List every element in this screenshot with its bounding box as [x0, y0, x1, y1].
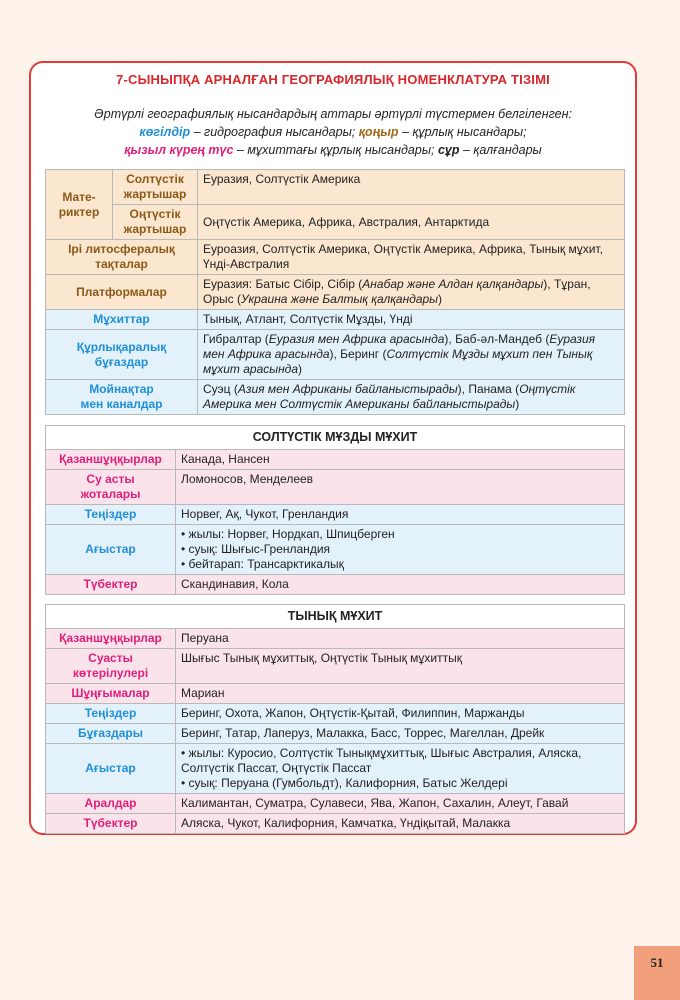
row-value: Ломоносов, Менделеев: [176, 470, 625, 505]
row-label: Оңтүстік жартышар: [113, 205, 198, 240]
row-label: Платформалар: [46, 275, 198, 310]
row-label: Құрлықаралық бұғаздар: [46, 330, 198, 380]
row-value: Аляска, Чукот, Калифорния, Камчатка, Үндіқытай, Малакка: [176, 814, 625, 834]
row-value: [198, 380, 625, 415]
legend-line3: [31, 141, 635, 159]
table-row: [46, 744, 625, 794]
color-legend: [31, 105, 635, 159]
text-part: ): [298, 362, 302, 376]
legend-pink-text: – мұхиттағы құрлық нысандары;: [233, 143, 438, 157]
legend-pink-word: қызыл күрең түс: [124, 143, 234, 157]
row-label: Мойнақтар мен каналдар: [46, 380, 198, 415]
table-row: [46, 704, 625, 724]
table-row: [46, 450, 625, 470]
list-item: • жылы: Норвег, Нордкап, Шпицберген: [181, 527, 619, 542]
table-row: [46, 205, 625, 240]
row-label: Солтүстік жартышар: [113, 170, 198, 205]
table-row: [46, 505, 625, 525]
row-value: [176, 744, 625, 794]
row-value: Скандинавия, Кола: [176, 575, 625, 595]
table-row: [46, 310, 625, 330]
arctic-heading: СОЛТҮСТІК МҰЗДЫ МҰХИТ: [46, 426, 625, 450]
continents-label: Мате- риктер: [46, 170, 113, 240]
legend-gray-word: сұр: [437, 143, 460, 157]
text-part: ): [438, 292, 443, 306]
table-heading-row: [46, 605, 625, 629]
table-row: [46, 525, 625, 575]
text-part: Гибралтар (: [203, 332, 269, 346]
row-value: Шығыс Тынық мұхиттық, Оңтүстік Тынық мұхиттық: [176, 649, 625, 684]
row-label: Түбектер: [46, 575, 176, 595]
table-row: [46, 240, 625, 275]
list-item: • жылы: Куросио, Солтүстік Тынықмұхиттық, Шығыс Австралия, Аляска, Солтүстік Пассат, Оңтүстік Пассат: [181, 746, 619, 776]
table-row: [46, 275, 625, 310]
row-value: Беринг, Татар, Лаперуз, Малакка, Басс, Торрес, Магеллан, Дрейк: [176, 724, 625, 744]
legend-blue-text: – гидрография нысандары;: [190, 125, 359, 139]
row-label: Қазаншұңқырлар: [46, 629, 176, 649]
text-part: Еуразия мен Африка арасында: [203, 332, 596, 361]
row-label: Ағыстар: [46, 744, 176, 794]
list-item: • суық: Перуана (Гумбольдт), Калифорния, Батыс Желдері: [181, 776, 619, 791]
table-row: [46, 575, 625, 595]
legend-brown-word: қоңыр: [358, 125, 399, 139]
row-label: Су асты жоталары: [46, 470, 176, 505]
row-value: Тынық, Атлант, Солтүстік Мұзды, Үнді: [198, 310, 625, 330]
table-row: [46, 470, 625, 505]
page-number: 51: [634, 946, 680, 1000]
row-value: Калимантан, Суматра, Сулавеси, Ява, Жапон, Сахалин, Алеут, Гавай: [176, 794, 625, 814]
arctic-ocean-table: [45, 425, 625, 595]
row-label: Ағыстар: [46, 525, 176, 575]
row-value: Норвег, Ақ, Чукот, Гренландия: [176, 505, 625, 525]
row-value: Еуроазия, Солтүстік Америка, Оңтүстік Америка, Африка, Тынық мұхит, Үнді-Австралия: [198, 240, 625, 275]
nomenclature-frame: [29, 61, 637, 835]
legend-line1: Әртүрлі географиялық нысандардың аттары әртүрлі түстермен белгіленген:: [94, 107, 572, 121]
text-part: Азия мен Африканы байланыстырады: [237, 382, 458, 396]
table-heading-row: [46, 426, 625, 450]
row-value: [176, 525, 625, 575]
pacific-heading: ТЫНЫҚ МҰХИТ: [46, 605, 625, 629]
row-label: Мұхиттар: [46, 310, 198, 330]
text-part: Солтүстік Мұзды мұхит пен Тынық мұхит арасында: [203, 347, 593, 376]
row-label: Аралдар: [46, 794, 176, 814]
currents-list: [181, 746, 619, 791]
text-part: Украина және Балтық қалқандары: [240, 292, 439, 306]
table-row: [46, 814, 625, 834]
text-part: ), Панама (: [457, 382, 520, 396]
row-value: [198, 275, 625, 310]
table-row: [46, 380, 625, 415]
text-part: ), Беринг (: [329, 347, 387, 361]
row-value: Беринг, Охота, Жапон, Оңтүстік-Қытай, Филиппин, Маржанды: [176, 704, 625, 724]
text-part: Суэц (: [203, 382, 238, 396]
row-label: Суасты көтерілулері: [46, 649, 176, 684]
legend-brown-text: – құрлық нысандары;: [398, 125, 527, 139]
row-label: Бұғаздары: [46, 724, 176, 744]
row-value: Оңтүстік Америка, Африка, Австралия, Антарктида: [198, 205, 625, 240]
list-item: • бейтарап: Трансарктикалық: [181, 557, 619, 572]
text-part: ), Баб-әл-Мандеб (: [444, 332, 550, 346]
text-part: Анабар және Алдан қалқандары: [362, 277, 544, 291]
currents-list: [181, 527, 619, 572]
row-value: Канада, Нансен: [176, 450, 625, 470]
text-part: ), Тұран, Орыс (: [203, 277, 591, 306]
table-row: [46, 724, 625, 744]
text-part: ): [515, 397, 520, 411]
table-row: [46, 684, 625, 704]
row-label: Теңіздер: [46, 505, 176, 525]
row-value: Мариан: [176, 684, 625, 704]
table-row: [46, 794, 625, 814]
table-row: [46, 649, 625, 684]
legend-line2: [31, 123, 635, 141]
pacific-ocean-table: [45, 604, 625, 834]
row-label: Теңіздер: [46, 704, 176, 724]
row-label: Қазаншұңқырлар: [46, 450, 176, 470]
legend-gray-text: – қалғандары: [459, 143, 542, 157]
legend-blue-word: көгілдір: [139, 125, 191, 139]
row-label: Түбектер: [46, 814, 176, 834]
text-part: Оңтүстік Америка мен Солтүстік Американы байланыстырады: [203, 382, 576, 411]
page-title: 7-СЫНЫПҚА АРНАЛҒАН ГЕОГРАФИЯЛЫҚ НОМЕНКЛАТУРА ТІЗІМІ: [116, 72, 550, 87]
list-item: • суық: Шығыс-Гренландия: [181, 542, 619, 557]
continents-table: [45, 169, 625, 415]
row-value: Еуразия, Солтүстік Америка: [198, 170, 625, 205]
text-part: Еуразия: Батыс Сібір, Сібір (: [203, 277, 363, 291]
table-row: [46, 330, 625, 380]
row-label: Ірі литосфералық тақталар: [46, 240, 198, 275]
text-part: Еуразия мен Африка арасында: [268, 332, 445, 346]
row-value: Перуана: [176, 629, 625, 649]
row-label: Шұңғымалар: [46, 684, 176, 704]
table-row: [46, 170, 625, 205]
row-value: [198, 330, 625, 380]
table-row: [46, 629, 625, 649]
